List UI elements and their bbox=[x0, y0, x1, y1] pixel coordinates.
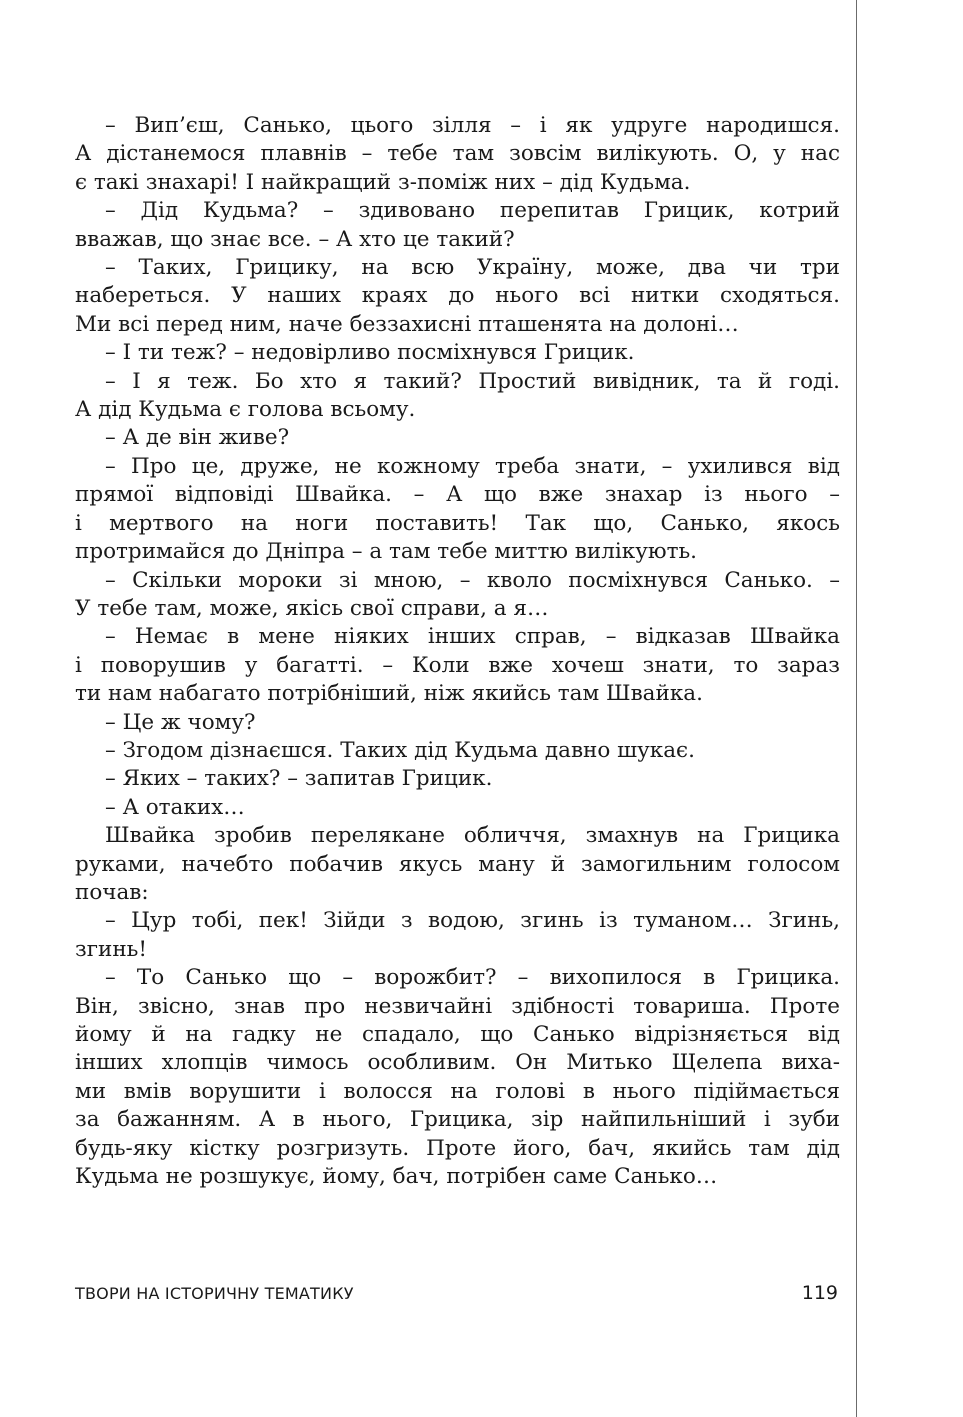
text-line: Швайка зробив перелякане обличчя, змахнув на Грицика bbox=[105, 823, 840, 849]
text-line: вважав, що знає все. – А хто це такий? bbox=[75, 226, 515, 252]
text-line: Ми всі перед ним, наче беззахисні пташенята на долоні… bbox=[75, 311, 739, 337]
paragraph bbox=[75, 822, 840, 907]
text-line: – Таких, Грицику, на всю Україну, може, два чи три bbox=[105, 255, 840, 281]
text-line: – А де він живе? bbox=[105, 425, 290, 451]
text-line: Кудьма не розшукує, йому, бач, потрібен саме Санько… bbox=[75, 1164, 718, 1190]
page-number: 119 bbox=[801, 1282, 838, 1304]
text-line: – Цур тобі, пек! Зійди з водою, згинь із туманом… Згинь, bbox=[105, 908, 840, 934]
text-line: – Згодом дізнаєшся. Таких дід Кудьма давно шукає. bbox=[105, 737, 695, 763]
text-line: – Вип’єш, Санько, цього зілля – і як удруге народишся. bbox=[105, 113, 840, 138]
text-line: – Яких – таких? – запитав Грицик. bbox=[105, 766, 493, 792]
paragraph bbox=[75, 368, 840, 425]
text-line: – Про це, друже, не кожному треба знати, – ухилився від bbox=[105, 453, 840, 479]
paragraph bbox=[75, 964, 840, 1191]
text-line: А дід Кудьма є голова всьому. bbox=[75, 397, 416, 423]
running-footer-title: ТВОРИ НА ІСТОРИЧНУ ТЕМАТИКУ bbox=[75, 1284, 354, 1303]
text-line: – І я теж. Бо хто я такий? Простий вивідник, та й годі. bbox=[105, 368, 840, 394]
paragraph bbox=[75, 567, 840, 624]
paragraph bbox=[75, 623, 840, 708]
paragraph bbox=[75, 424, 840, 452]
paragraph bbox=[75, 339, 840, 367]
text-line: і мертвого на ноги поставить! Так що, Санько, якось bbox=[75, 510, 840, 536]
text-line: А дістанемося плавнів – тебе там зовсім вилікують. О, у нас bbox=[75, 141, 840, 167]
paragraph bbox=[75, 737, 840, 765]
text-line: руками, начебто побачив якусь ману й замогильним голосом bbox=[75, 851, 840, 877]
paragraph bbox=[75, 765, 840, 793]
text-line: будь-яку кістку розгризуть. Проте його, бач, якийсь там дід bbox=[75, 1135, 840, 1161]
paragraph bbox=[75, 794, 840, 822]
text-line: є такі знахарі! І найкращий з-поміж них – дід Кудьма. bbox=[75, 169, 691, 195]
text-line: почав: bbox=[75, 879, 149, 905]
body-text bbox=[75, 112, 840, 1191]
text-line: – Немає в мене ніяких інших справ, – відказав Швайка bbox=[105, 624, 840, 650]
text-line: – То Санько що – ворожбит? – вихопилося в Грицика. bbox=[105, 965, 840, 991]
text-line: прямої відповіді Швайка. – А що вже знахар із нього – bbox=[75, 482, 840, 508]
text-line: інших хлопців чимось особливим. Он Митько Щелепа виха- bbox=[75, 1050, 840, 1076]
paragraph bbox=[75, 112, 840, 197]
text-line: і поворушив у багатті. – Коли вже хочеш знати, то зараз bbox=[75, 652, 840, 678]
page-edge-divider bbox=[856, 0, 857, 1417]
text-line: йому й на гадку не спадало, що Санько відрізняється від bbox=[75, 1022, 840, 1047]
text-line: – Це ж чому? bbox=[105, 709, 256, 735]
text-line: за бажанням. А в нього, Грицика, зір найпильніший і зуби bbox=[75, 1107, 840, 1133]
paragraph bbox=[75, 197, 840, 254]
text-line: – І ти теж? – недовірливо посміхнувся Грицик. bbox=[105, 340, 635, 366]
text-line: згинь! bbox=[75, 936, 147, 962]
text-line: Він, звісно, знав про незвичайні здібності товариша. Проте bbox=[75, 993, 840, 1019]
text-line: У тебе там, може, якісь свої справи, а я… bbox=[75, 595, 549, 621]
text-line: – А отаких… bbox=[105, 794, 245, 820]
text-line: протримайся до Дніпра – а там тебе миттю вилікують. bbox=[75, 539, 698, 565]
paragraph bbox=[75, 907, 840, 964]
text-line: ми вмів ворушити і волосся на голові в нього підіймається bbox=[75, 1078, 840, 1104]
text-line: – Скільки мороки зі мною, – кволо посміхнувся Санько. – bbox=[105, 567, 840, 593]
paragraph bbox=[75, 254, 840, 339]
text-line: набереться. У наших краях до нього всі нитки сходяться. bbox=[75, 283, 840, 309]
text-line: – Дід Кудьма? – здивовано перепитав Грицик, котрий bbox=[105, 198, 840, 224]
paragraph bbox=[75, 709, 840, 737]
paragraph bbox=[75, 453, 840, 567]
text-line: ти нам набагато потрібніший, ніж якийсь там Швайка. bbox=[75, 681, 703, 707]
